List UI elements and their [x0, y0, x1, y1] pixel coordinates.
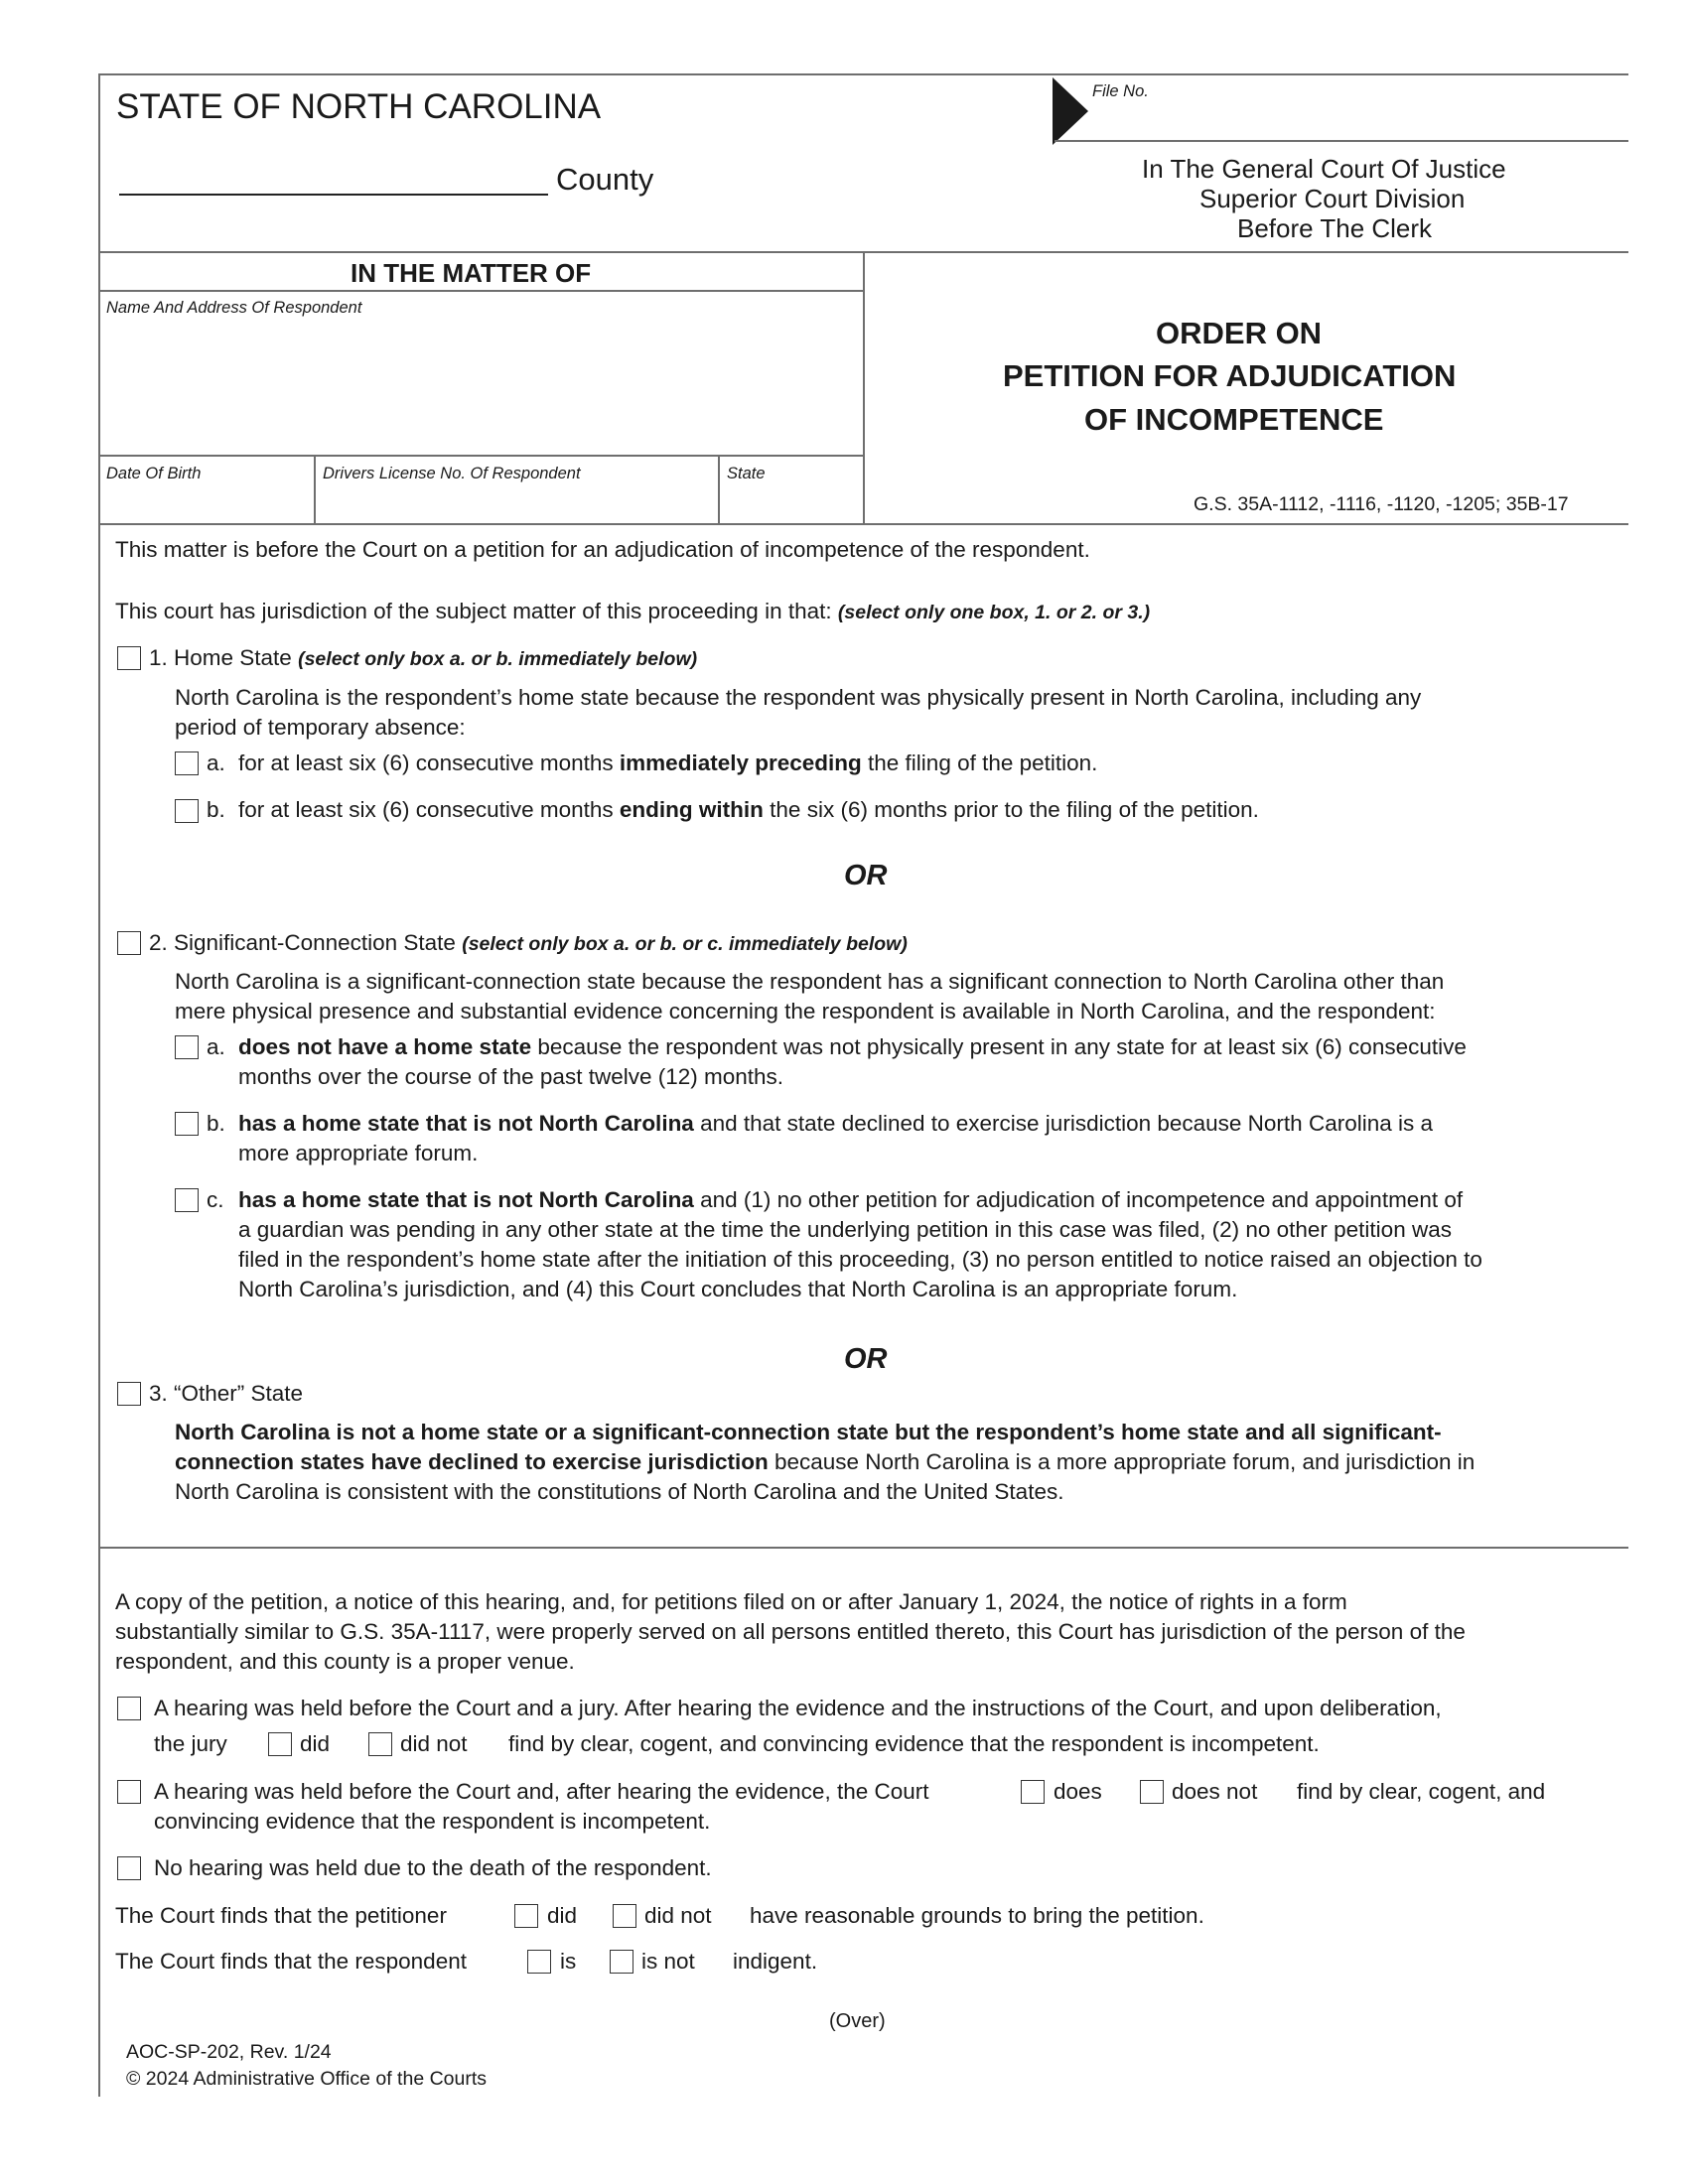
state-input[interactable] — [725, 484, 859, 520]
significant-connection-a-checkbox[interactable] — [175, 1035, 199, 1059]
form-number: AOC-SP-202, Rev. 1/24 — [126, 2041, 332, 2063]
court-line-1: In The General Court Of Justice — [1142, 154, 1506, 184]
name-address-label: Name And Address Of Respondent — [106, 299, 362, 317]
form-title-line-2: PETITION FOR ADJUDICATION — [1003, 358, 1457, 393]
county-label: County — [556, 162, 654, 197]
home-state-text-2: period of temporary absence: — [175, 715, 466, 740]
other-state-checkbox[interactable] — [117, 1382, 141, 1406]
home-state-b-letter: b. — [207, 797, 225, 822]
court-line-2: Superior Court Division — [1199, 184, 1466, 213]
respondent-is-label: is — [560, 1949, 577, 1974]
state-title: STATE OF NORTH CAROLINA — [116, 87, 602, 126]
significant-connection-text-2: mere physical presence and substantial evidence concerning the respondent is available in North Carolina, and the respondent: — [175, 999, 1436, 1024]
respondent-finding-post: indigent. — [733, 1949, 818, 1974]
significant-connection-text-1: North Carolina is a significant-connection state because the respondent has a significant connection to North Carolina other than — [175, 969, 1445, 994]
other-state-text-1: North Carolina is not a home state or a significant-connection state but the respondent’s home state and all significant- — [175, 1420, 1442, 1444]
significant-connection-a-text-1: does not have a home state because the respondent was not physically present in any state for at least six (6) consecutive — [238, 1034, 1467, 1059]
no-hearing-text: No hearing was held due to the death of the respondent. — [154, 1855, 712, 1880]
petitioner-did-not-checkbox[interactable] — [613, 1904, 636, 1928]
significant-connection-c-text-4: North Carolina’s jurisdiction, and (4) this Court concludes that North Carolina is an appropriate forum. — [238, 1277, 1238, 1301]
court-does-not-checkbox[interactable] — [1140, 1780, 1164, 1804]
home-state-a-text: for at least six (6) consecutive months immediately preceding the filing of the petition. — [238, 751, 1098, 775]
license-input[interactable] — [321, 484, 713, 520]
home-state-b-checkbox[interactable] — [175, 799, 199, 823]
state-label: State — [727, 465, 766, 482]
file-no-arrow-icon — [1053, 77, 1088, 145]
form-title-line-1: ORDER ON — [1156, 316, 1323, 350]
or-separator-2: OR — [844, 1343, 888, 1375]
court-does-label: does — [1054, 1779, 1102, 1804]
significant-connection-c-letter: c. — [207, 1187, 224, 1212]
matter-title: IN THE MATTER OF — [351, 258, 592, 288]
significant-connection-a-letter: a. — [207, 1034, 225, 1059]
petitioner-did-label: did — [547, 1903, 578, 1928]
significant-connection-c-text-3: filed in the respondent’s home state after the initiation of this proceeding, (3) no person entitled to notice raised an objection to — [238, 1247, 1482, 1272]
other-state-text-2: connection states have declined to exercise jurisdiction because North Carolina is a more appropriate forum, and jurisdiction in — [175, 1449, 1476, 1474]
court-finding-text-2: convincing evidence that the respondent is incompetent. — [154, 1809, 711, 1834]
significant-connection-a-text-2: months over the course of the past twelve (12) months. — [238, 1064, 784, 1089]
dob-label: Date Of Birth — [106, 465, 202, 482]
respondent-finding-text: The Court finds that the respondent — [115, 1949, 467, 1974]
jury-did-not-label: did not — [400, 1731, 468, 1756]
petitioner-finding-post: have reasonable grounds to bring the petition. — [750, 1903, 1204, 1928]
respondent-is-not-checkbox[interactable] — [610, 1950, 633, 1974]
significant-connection-title: 2. Significant-Connection State (select only box a. or b. or c. immediately below) — [149, 930, 908, 955]
intro-text: This matter is before the Court on a petition for an adjudication of incompetence of the respondent. — [115, 537, 1090, 562]
significant-connection-checkbox[interactable] — [117, 931, 141, 955]
petitioner-did-checkbox[interactable] — [514, 1904, 538, 1928]
jury-label: the jury — [154, 1731, 227, 1756]
county-input[interactable] — [119, 194, 548, 196]
other-state-title: 3. “Other” State — [149, 1381, 304, 1406]
jury-hearing-text: A hearing was held before the Court and a jury. After hearing the evidence and the instructions of the Court, and upon deliberation, — [154, 1696, 1442, 1720]
service-text-3: respondent, and this county is a proper venue. — [115, 1649, 575, 1674]
court-does-not-label: does not — [1172, 1779, 1258, 1804]
file-no-input[interactable] — [1090, 99, 1626, 139]
court-hearing-checkbox[interactable] — [117, 1780, 141, 1804]
jury-hearing-checkbox[interactable] — [117, 1697, 141, 1720]
significant-connection-b-checkbox[interactable] — [175, 1112, 199, 1136]
dob-input[interactable] — [104, 484, 308, 520]
significant-connection-c-text-2: a guardian was pending in any other state at the time the underlying petition in this case was filed, (2) no other petition was — [238, 1217, 1452, 1242]
name-address-input[interactable] — [104, 318, 859, 452]
no-hearing-checkbox[interactable] — [117, 1856, 141, 1880]
petitioner-finding-text: The Court finds that the petitioner — [115, 1903, 447, 1928]
significant-connection-c-text-1: has a home state that is not North Carolina and (1) no other petition for adjudication of incompetence and appointment of — [238, 1187, 1464, 1212]
copyright: © 2024 Administrative Office of the Courts — [126, 2068, 488, 2090]
respondent-is-checkbox[interactable] — [527, 1950, 551, 1974]
jury-did-not-checkbox[interactable] — [368, 1732, 392, 1756]
court-finding-text: find by clear, cogent, and — [1297, 1779, 1546, 1804]
home-state-a-checkbox[interactable] — [175, 751, 199, 775]
jury-did-checkbox[interactable] — [268, 1732, 292, 1756]
license-label: Drivers License No. Of Respondent — [323, 465, 581, 482]
court-hearing-text: A hearing was held before the Court and, after hearing the evidence, the Court — [154, 1779, 929, 1804]
home-state-b-text: for at least six (6) consecutive months ending within the six (6) months prior to the filing of the petition. — [238, 797, 1259, 822]
jury-finding-text: find by clear, cogent, and convincing evidence that the respondent is incompetent. — [508, 1731, 1320, 1756]
court-line-3: Before The Clerk — [1237, 213, 1433, 243]
service-text-2: substantially similar to G.S. 35A-1117, were properly served on all persons entitled thereto, this Court has jurisdiction of the person of the — [115, 1619, 1466, 1644]
jury-did-label: did — [300, 1731, 331, 1756]
court-does-checkbox[interactable] — [1021, 1780, 1045, 1804]
over-label: (Over) — [829, 2010, 886, 2032]
service-text-1: A copy of the petition, a notice of this hearing, and, for petitions filed on or after January 1, 2024, the notice of rights in a form — [115, 1589, 1347, 1614]
other-state-text-3: North Carolina is consistent with the constitutions of North Carolina and the United States. — [175, 1479, 1064, 1504]
home-state-title: 1. Home State (select only box a. or b. immediately below) — [149, 645, 698, 670]
file-no-label: File No. — [1092, 82, 1149, 100]
respondent-is-not-label: is not — [641, 1949, 695, 1974]
home-state-checkbox[interactable] — [117, 646, 141, 670]
significant-connection-b-text-1: has a home state that is not North Carolina and that state declined to exercise jurisdiction because North Carolina is a — [238, 1111, 1434, 1136]
petitioner-did-not-label: did not — [644, 1903, 712, 1928]
home-state-text-1: North Carolina is the respondent’s home state because the respondent was physically present in North Carolina, including any — [175, 685, 1422, 710]
or-separator-1: OR — [844, 860, 888, 891]
form-title-line-3: OF INCOMPETENCE — [1084, 402, 1384, 437]
significant-connection-c-checkbox[interactable] — [175, 1188, 199, 1212]
jurisdiction-text: This court has jurisdiction of the subject matter of this proceeding in that: (select only one box, 1. or 2. or 3.) — [115, 599, 1151, 623]
home-state-a-letter: a. — [207, 751, 225, 775]
significant-connection-b-text-2: more appropriate forum. — [238, 1141, 479, 1165]
statutes: G.S. 35A-1112, -1116, -1120, -1205; 35B-17 — [1194, 493, 1569, 515]
significant-connection-b-letter: b. — [207, 1111, 225, 1136]
